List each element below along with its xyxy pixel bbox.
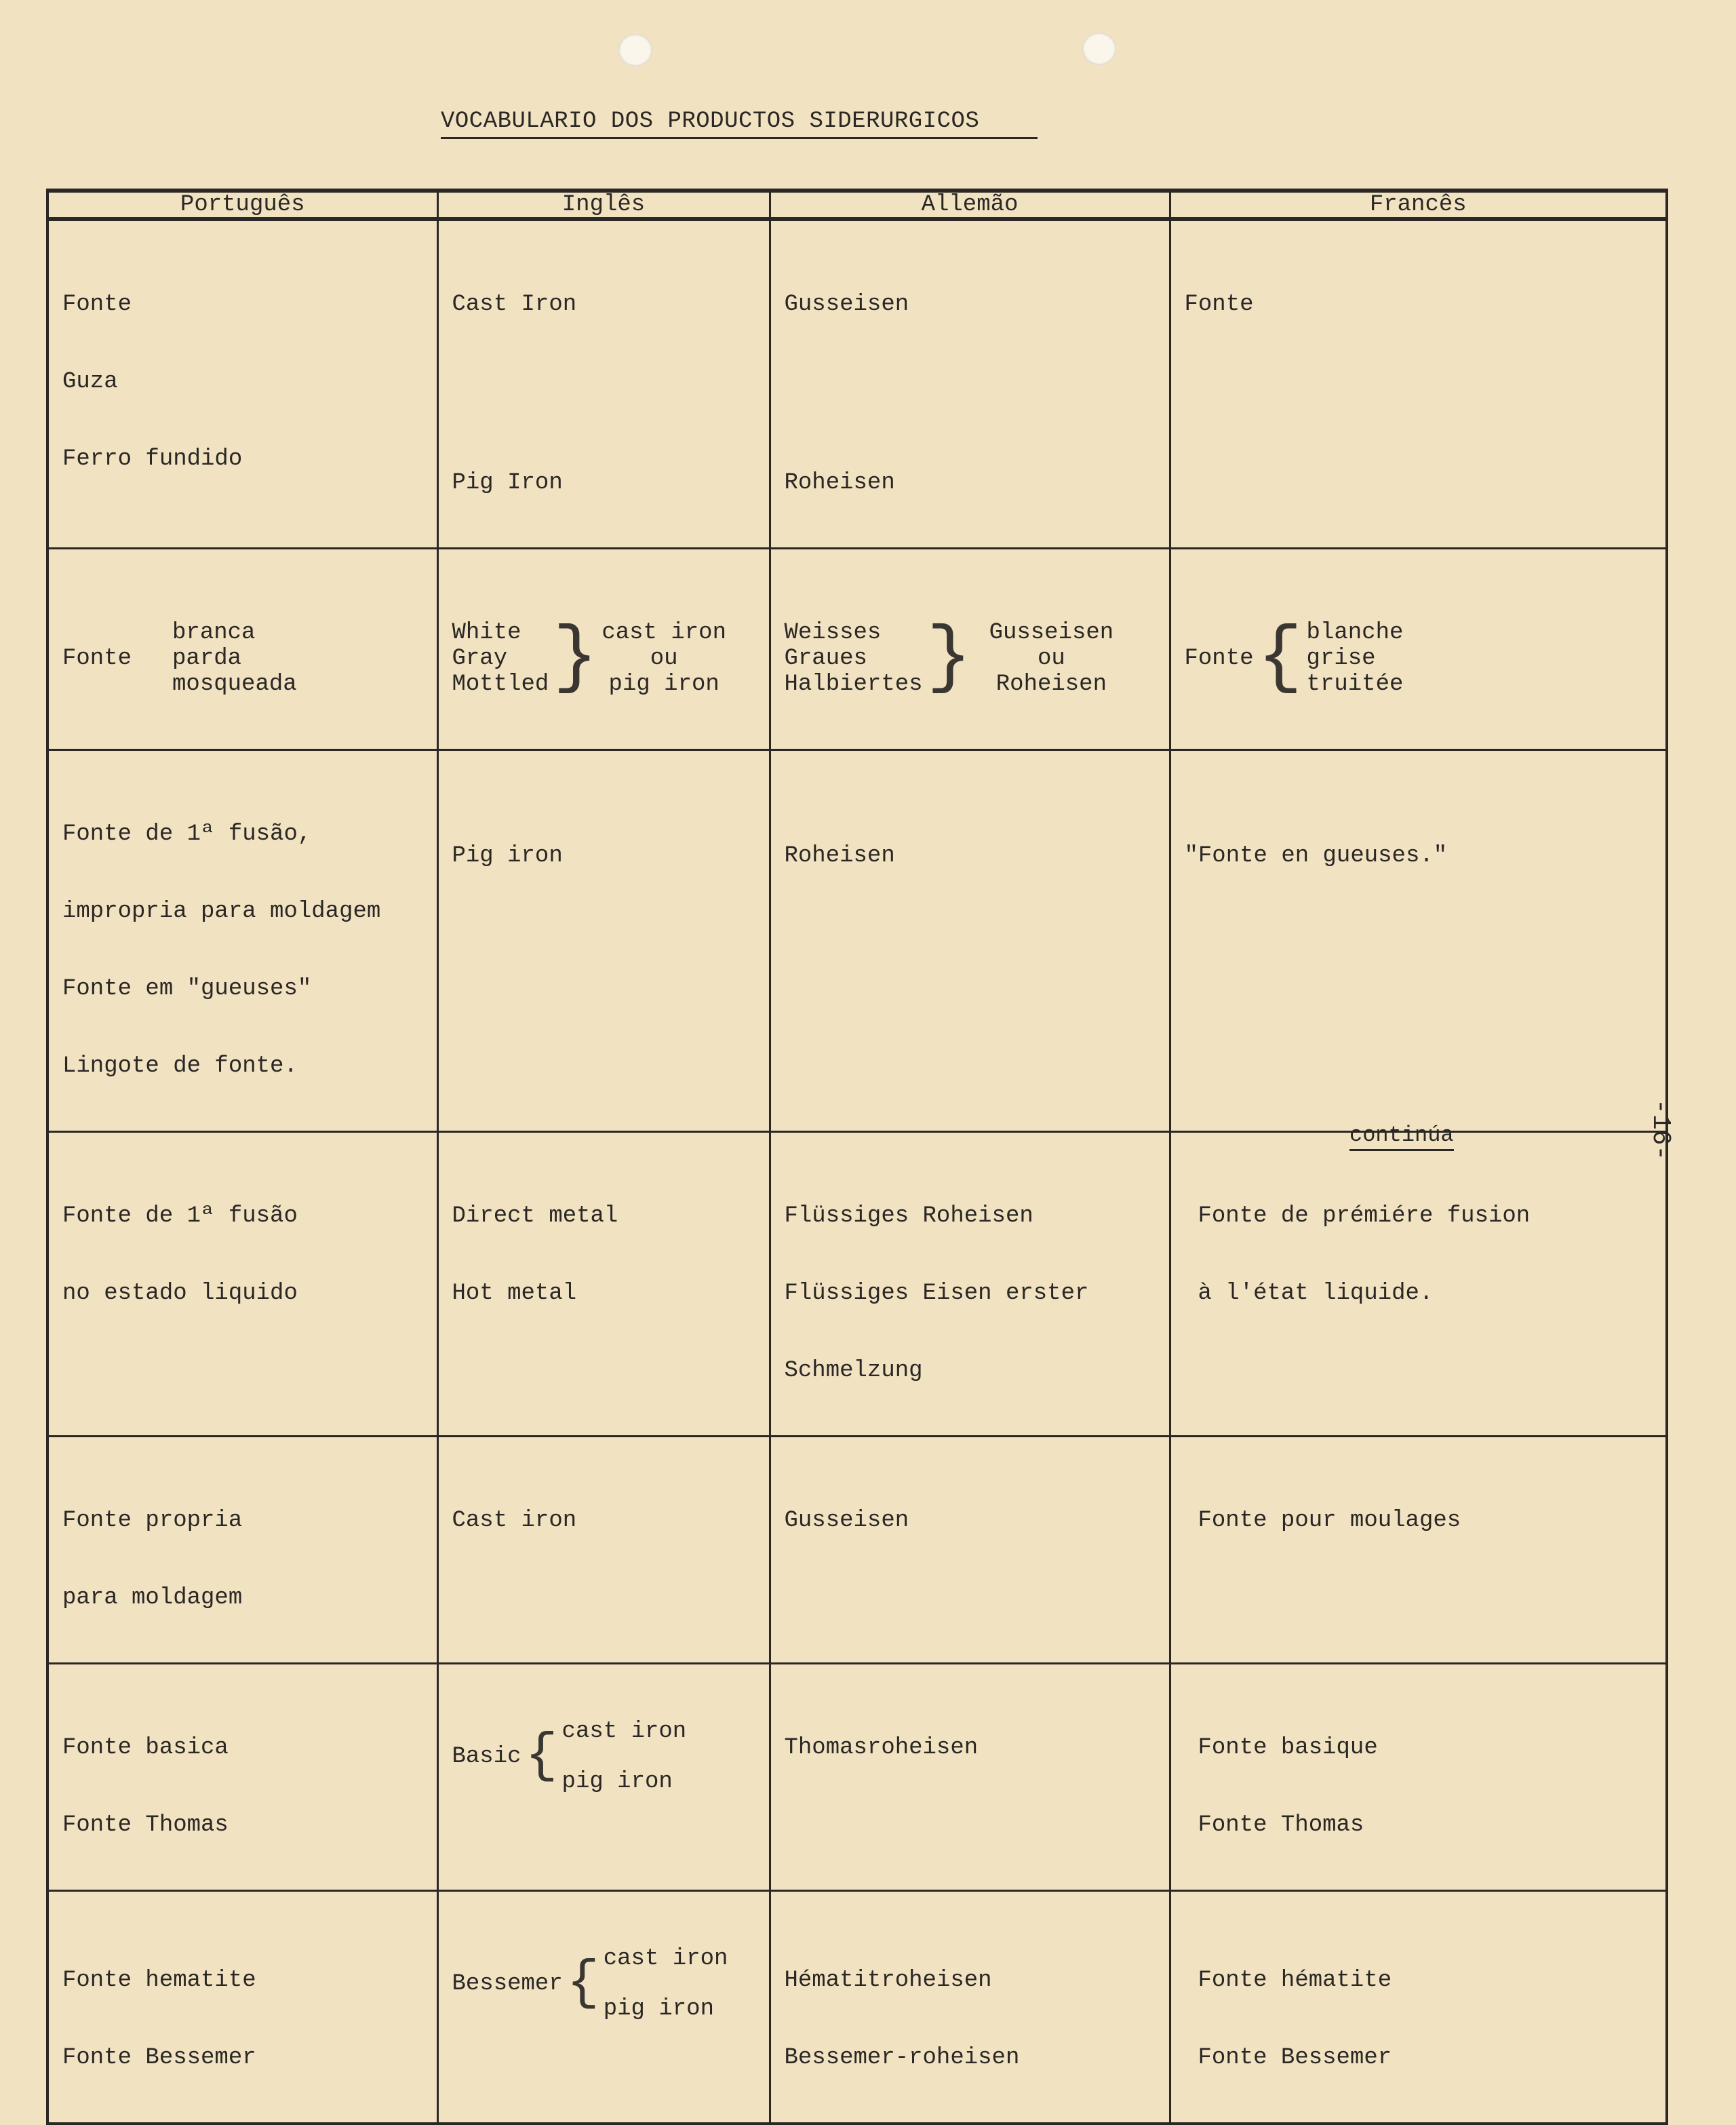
cell-ingles — [437, 219, 770, 549]
term: Fonte Thomas — [62, 1812, 229, 1838]
term: pig iron — [603, 1996, 714, 2022]
brace-icon: } — [926, 616, 972, 701]
table-row — [47, 750, 1667, 1132]
term: Weisses — [784, 620, 882, 646]
term-prefix: Bessemer — [452, 1971, 563, 1997]
term-prefix: Basic — [452, 1744, 521, 1770]
cell-ingles — [437, 750, 770, 1132]
term: cast iron — [601, 620, 726, 646]
term: Mottled — [452, 671, 549, 697]
term: Gray — [452, 646, 508, 671]
cell-allemao — [770, 1437, 1170, 1664]
term: Gusseisen — [784, 292, 909, 317]
cell-allemao — [770, 750, 1170, 1132]
column-header-allemao: Allemão — [770, 191, 1170, 219]
term: para moldagem — [62, 1585, 243, 1611]
term: Fonte basica — [62, 1735, 229, 1761]
table-row — [47, 1891, 1667, 2124]
page-number: -16- — [1646, 1099, 1675, 1161]
term: Hot metal — [452, 1281, 577, 1306]
page-title: VOCABULARIO DOS PRODUCTOS SIDERURGICOS — [441, 109, 1038, 139]
cell-ingles — [437, 1664, 770, 1891]
term: Graues — [784, 646, 867, 671]
cell-allemao — [770, 549, 1170, 750]
cell-frances — [1170, 1437, 1667, 1664]
cell-frances — [1170, 750, 1667, 1132]
term: à l'état liquide. — [1198, 1281, 1434, 1306]
table-row — [47, 549, 1667, 750]
term: Fonte hematite — [62, 1968, 256, 1993]
term: Fonte propria — [62, 1508, 243, 1534]
term: ou — [1037, 646, 1065, 671]
term: branca — [172, 620, 256, 646]
term: grise — [1306, 646, 1376, 671]
term: truitée — [1306, 671, 1404, 697]
cell-ingles — [437, 1891, 770, 2124]
term: Flüssiges Roheisen — [784, 1203, 1033, 1229]
table-row — [47, 1437, 1667, 1664]
term: ou — [650, 646, 678, 671]
cell-allemao — [770, 1891, 1170, 2124]
term: parda — [172, 646, 242, 671]
column-header-ingles: Inglês — [437, 191, 770, 219]
term: Fonte basique — [1198, 1735, 1378, 1761]
cell-ingles — [437, 1132, 770, 1437]
term: Roheisen — [784, 843, 895, 869]
term: mosqueada — [172, 671, 297, 697]
term: impropria para moldagem — [62, 899, 381, 924]
term: Gusseisen — [784, 1508, 909, 1534]
cell-allemao — [770, 219, 1170, 549]
cell-allemao — [770, 1132, 1170, 1437]
term: Halbiertes — [784, 671, 923, 697]
cell-portugues — [47, 1664, 437, 1891]
term: Cast iron — [452, 1508, 577, 1534]
cell-ingles — [437, 1437, 770, 1664]
term: Pig Iron — [452, 470, 563, 496]
term: Schmelzung — [784, 1358, 923, 1384]
term: Fonte — [62, 292, 132, 317]
term: Roheisen — [784, 470, 895, 496]
brace-icon: { — [525, 1726, 558, 1787]
term: cast iron — [561, 1719, 687, 1744]
term-prefix: Fonte — [1184, 646, 1254, 671]
term: Fonte de 1ª fusão — [62, 1203, 298, 1229]
cell-frances — [1170, 549, 1667, 750]
term: Fonte de prémiére fusion — [1198, 1203, 1531, 1229]
table-row — [47, 219, 1667, 549]
term: Fonte Bessemer — [1198, 2045, 1392, 2071]
term: Cast Iron — [452, 292, 577, 317]
table-row — [47, 1132, 1667, 1437]
cell-portugues — [47, 1132, 437, 1437]
term: Direct metal — [452, 1203, 618, 1229]
punch-hole — [1082, 33, 1116, 65]
term: pig iron — [608, 671, 719, 697]
vocabulary-table — [46, 189, 1668, 2125]
term: pig iron — [561, 1769, 673, 1795]
brace-icon: { — [1257, 616, 1303, 701]
cell-ingles — [437, 549, 770, 750]
term: cast iron — [603, 1946, 728, 1972]
brace-icon: { — [566, 1953, 599, 2014]
term: Pig iron — [452, 843, 563, 869]
term: Gusseisen — [989, 620, 1114, 646]
term: blanche — [1306, 620, 1404, 646]
cell-portugues — [47, 1437, 437, 1664]
cell-frances — [1170, 1132, 1667, 1437]
term: Fonte Bessemer — [62, 2045, 256, 2071]
table-row — [47, 1664, 1667, 1891]
term: Bessemer-roheisen — [784, 2045, 1020, 2071]
term: Fonte — [1184, 292, 1254, 317]
term: Thomasroheisen — [784, 1735, 979, 1761]
cell-frances — [1170, 219, 1667, 549]
cell-portugues — [47, 549, 437, 750]
continued-note: continúa — [1349, 1123, 1454, 1151]
term-prefix: Fonte — [62, 646, 132, 671]
column-header-frances: Francês — [1170, 191, 1667, 219]
brace-icon: } — [553, 616, 598, 701]
term: Fonte hématite — [1198, 1968, 1392, 1993]
term: Roheisen — [995, 671, 1107, 697]
term: Flüssiges Eisen erster — [784, 1281, 1089, 1306]
term: Fonte pour moulages — [1198, 1508, 1461, 1534]
term: Guza — [62, 369, 118, 395]
term: no estado liquido — [62, 1281, 298, 1306]
term: Fonte em "gueuses" — [62, 976, 312, 1002]
cell-portugues — [47, 219, 437, 549]
cell-portugues — [47, 1891, 437, 2124]
term: White — [452, 620, 521, 646]
term: Ferro fundido — [62, 446, 243, 472]
punch-hole — [618, 34, 652, 66]
cell-allemao — [770, 1664, 1170, 1891]
header-row — [47, 191, 1667, 219]
cell-frances — [1170, 1891, 1667, 2124]
term: Fonte de 1ª fusão, — [62, 821, 312, 847]
term: "Fonte en gueuses." — [1184, 843, 1448, 869]
term: Fonte Thomas — [1198, 1812, 1364, 1838]
cell-frances — [1170, 1664, 1667, 1891]
column-header-portugues: Português — [47, 191, 437, 219]
term: Hématitroheisen — [784, 1968, 992, 1993]
term: Lingote de fonte. — [62, 1053, 298, 1079]
cell-portugues — [47, 750, 437, 1132]
